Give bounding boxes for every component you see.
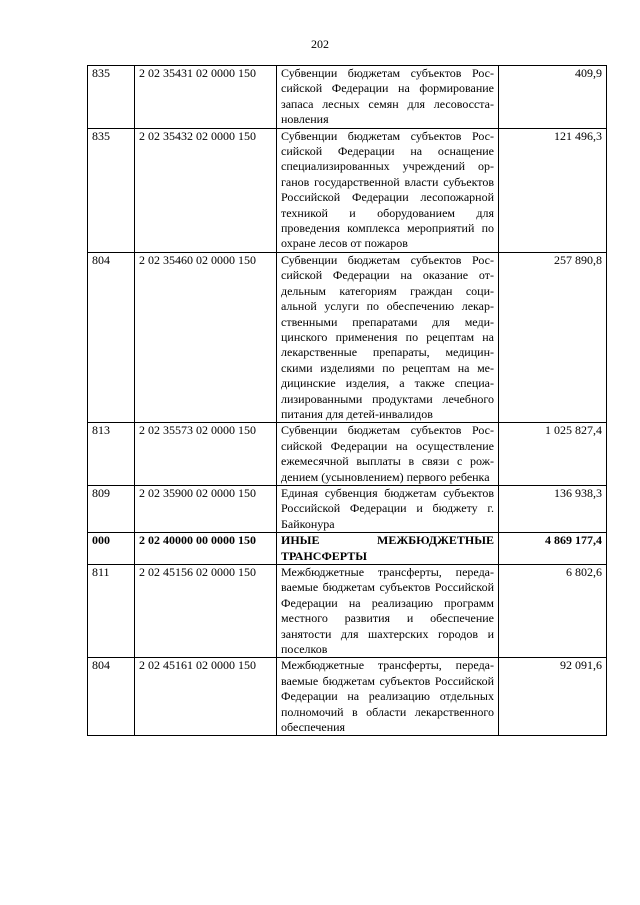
table-row	[88, 423, 607, 486]
section-name-line	[281, 533, 494, 548]
admin-code-cell: 835	[88, 128, 135, 252]
amount-cell: 92 091,6	[499, 658, 607, 736]
budget-revenue-table	[87, 65, 607, 736]
table-row	[88, 66, 607, 129]
admin-code-cell: 000	[88, 533, 135, 565]
revenue-code-cell: 2 02 35573 02 0000 150	[135, 423, 277, 486]
admin-code-cell: 804	[88, 658, 135, 736]
amount-cell: 1 025 827,4	[499, 423, 607, 486]
admin-code-cell: 813	[88, 423, 135, 486]
amount-cell: 6 802,6	[499, 565, 607, 658]
revenue-code-cell: 2 02 35432 02 0000 150	[135, 128, 277, 252]
table-row	[88, 252, 607, 422]
admin-code-cell: 835	[88, 66, 135, 129]
revenue-name-cell: Межбюджетные трансферты, передаваемые бюджетам субъектов Российской Федерации на реализацию программ местного развития и обеспечение занятости для шахтерских городов и поселков	[277, 565, 499, 658]
revenue-code-cell: 2 02 45161 02 0000 150	[135, 658, 277, 736]
table-row	[88, 658, 607, 736]
section-name-word: МЕЖБЮДЖЕТНЫЕ	[377, 533, 494, 548]
revenue-code-cell: 2 02 35431 02 0000 150	[135, 66, 277, 129]
amount-cell: 257 890,8	[499, 252, 607, 422]
table-row	[88, 485, 607, 532]
revenue-name-cell: Субвенции бюджетам субъектов Российской Федерации на формирование запаса лесных семян для лесовосстановления	[277, 66, 499, 129]
revenue-name-cell: Единая субвенция бюджетам субъектов Российской Федерации и бюджету г. Байконура	[277, 485, 499, 532]
admin-code-cell: 811	[88, 565, 135, 658]
revenue-name-cell: Субвенции бюджетам субъектов Российской Федерации на оказание отдельным категориям граждан социальной услуги по обеспечению лекарственными препаратами для медицинского применения по рецептам на лекарственные препараты, медицинскими изделиями по рецептам на медицинские изделия, а также специализированными продуктами лечебного питания для детей-инвалидов	[277, 252, 499, 422]
revenue-name-cell: Субвенции бюджетам субъектов Российской Федерации на оснащение специализированных учреждений органов государственной власти субъектов Российской Федерации лесопожарной техникой и оборудованием для проведения комплекса мероприятий по охране лесов от пожаров	[277, 128, 499, 252]
amount-cell: 4 869 177,4	[499, 533, 607, 565]
page-number: 202	[311, 37, 329, 51]
revenue-name-cell: Субвенции бюджетам субъектов Российской Федерации на осуществление ежемесячной выплаты в связи с рождением (усыновлением) первого ребенка	[277, 423, 499, 486]
section-name-word: ТРАНСФЕРТЫ	[281, 548, 368, 563]
section-name-cell	[277, 533, 499, 565]
revenue-code-cell: 2 02 45156 02 0000 150	[135, 565, 277, 658]
section-total-row	[88, 533, 607, 565]
admin-code-cell: 804	[88, 252, 135, 422]
amount-cell: 121 496,3	[499, 128, 607, 252]
amount-cell: 136 938,3	[499, 485, 607, 532]
amount-cell: 409,9	[499, 66, 607, 129]
revenue-code-cell: 2 02 35900 02 0000 150	[135, 485, 277, 532]
table-row	[88, 565, 607, 658]
revenue-code-cell: 2 02 35460 02 0000 150	[135, 252, 277, 422]
section-name-word: ИНЫЕ	[281, 533, 320, 548]
revenue-name-cell: Межбюджетные трансферты, передаваемые бюджетам субъектов Российской Федерации на реализацию отдельных полномочий в области лекарственного обеспечения	[277, 658, 499, 736]
revenue-code-cell: 2 02 40000 00 0000 150	[135, 533, 277, 565]
table-row	[88, 128, 607, 252]
admin-code-cell: 809	[88, 485, 135, 532]
